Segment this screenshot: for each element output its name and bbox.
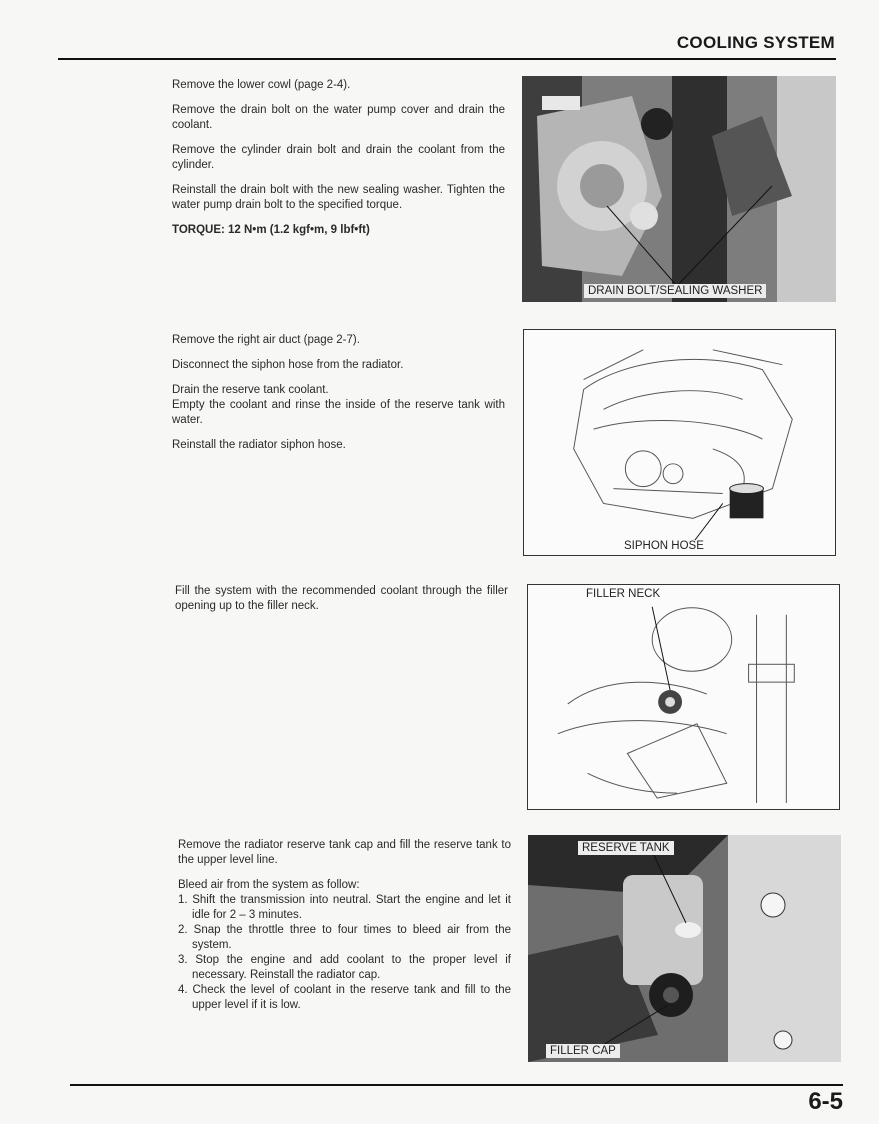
paragraph: Fill the system with the recommended coolant through the filler opening up to the filler neck. (175, 585, 508, 612)
section-3-text (175, 584, 508, 624)
figure-label: FILLER CAP (546, 1044, 620, 1058)
section-1-text (172, 78, 505, 248)
list-item: 4. Check the level of coolant in the reserve tank and fill to the upper level if it is low. (178, 984, 511, 1011)
paragraph: Disconnect the siphon hose from the radiator. (172, 359, 404, 371)
section-title: COOLING SYSTEM (676, 33, 835, 52)
section-4-text (178, 838, 511, 1013)
section-2-text (172, 333, 505, 463)
figure-label: DRAIN BOLT/SEALING WASHER (584, 284, 766, 298)
water-pump-photo (522, 76, 836, 302)
paragraph: Remove the drain bolt on the water pump cover and drain the coolant. (172, 104, 505, 131)
figure-label: RESERVE TANK (578, 841, 674, 855)
paragraph: Reinstall the radiator siphon hose. (172, 439, 346, 451)
paragraph: Bleed air from the system as follow: (178, 879, 360, 891)
siphon-hose-illustration (523, 329, 836, 556)
paragraph: Remove the lower cowl (page 2-4). (172, 79, 351, 91)
bleed-steps-list (178, 893, 511, 1013)
header-rule (58, 58, 836, 60)
footer-rule (70, 1084, 843, 1086)
paragraph: Remove the radiator reserve tank cap and fill the reserve tank to the upper level line. (178, 839, 511, 866)
reserve-tank-photo (528, 835, 841, 1062)
torque-spec: TORQUE: 12 N•m (1.2 kgf•m, 9 lbf•ft) (172, 224, 370, 236)
paragraph: Reinstall the drain bolt with the new sealing washer. Tighten the water pump drain bolt to the specified torque. (172, 184, 505, 211)
paragraph: Remove the right air duct (page 2-7). (172, 334, 360, 346)
list-item: 3. Stop the engine and add coolant to the proper level if necessary. Reinstall the radiator cap. (178, 954, 511, 981)
list-item: 2. Snap the throttle three to four times to bleed air from the system. (178, 924, 511, 951)
figure-label: SIPHON HOSE (624, 540, 704, 552)
figure-label: FILLER NECK (586, 588, 661, 600)
paragraph: Remove the cylinder drain bolt and drain the coolant from the cylinder. (172, 144, 505, 171)
paragraph: Drain the reserve tank coolant. Empty the coolant and rinse the inside of the reserve tank with water. (172, 384, 505, 426)
filler-neck-illustration (527, 584, 840, 810)
list-item: 1. Shift the transmission into neutral. Start the engine and let it idle for 2 – 3 minutes. (178, 894, 511, 921)
page-number: 6-5 (808, 1088, 843, 1115)
